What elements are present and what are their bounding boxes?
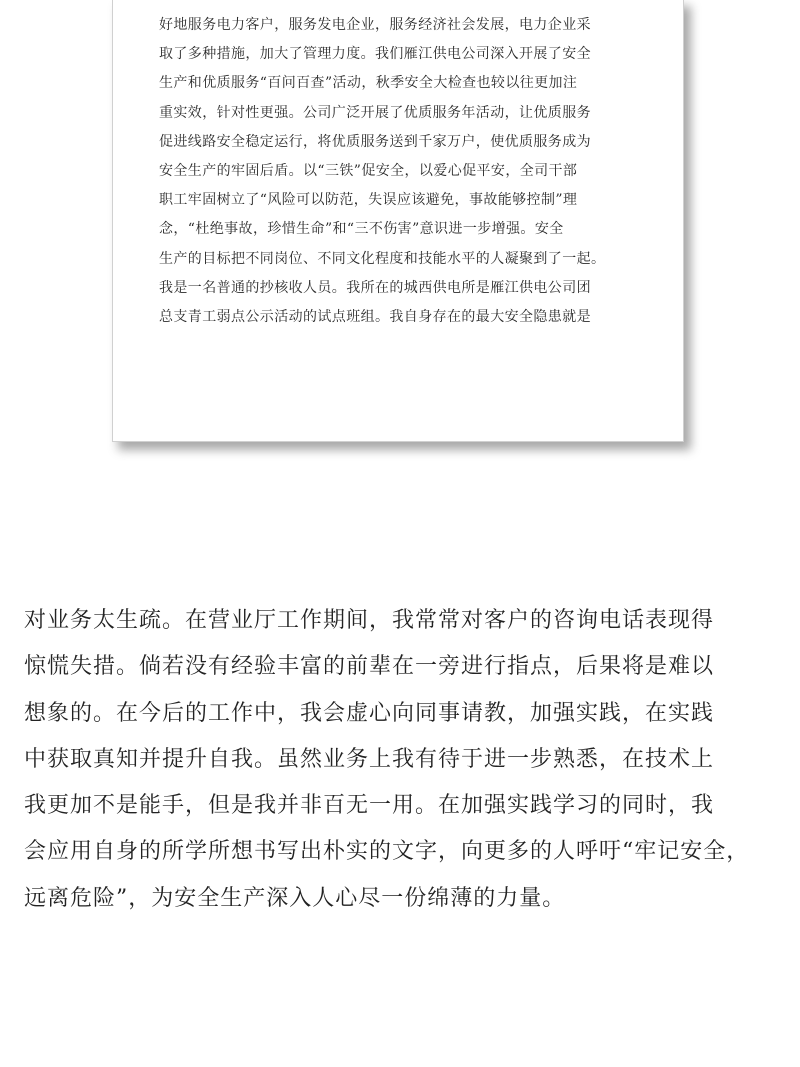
paper-text-line: 好地服务电力客户，服务发电企业，服务经济社会发展，电力企业采 — [159, 17, 591, 33]
body-text-line: 想象的。在今后的工作中，我会虚心向同事请教，加强实践，在实践 — [24, 700, 715, 726]
body-text-line: 惊慌失措。倘若没有经验丰富的前辈在一旁进行指点，后果将是难以 — [24, 654, 715, 680]
paper-text-line: 我是一名普通的抄核收人员。我所在的城西供电所是雁江供电公司团 — [159, 279, 591, 296]
paper-text-line: 念，“杜绝事故，珍惜生命”和“三不伤害”意识进一步增强。安全 — [159, 221, 564, 238]
body-text-block — [24, 598, 800, 922]
document-page-preview — [112, 0, 684, 442]
paper-text-block — [159, 11, 659, 332]
body-text-line: 中获取真知并提升自我。虽然业务上我有待于进一步熟悉，在技术上 — [24, 746, 715, 772]
paper-text-line: 生产的目标把不同岗位、不同文化程度和技能水平的人凝聚到了一起。 — [159, 250, 606, 267]
body-text-line: 会应用自身的所学所想书写出朴实的文字，向更多的人呼吁“牢记安全， — [24, 839, 750, 865]
paper-text-line: 重实效，针对性更强。公司广泛开展了优质服务年活动，让优质服务 — [159, 104, 591, 121]
paper-text-line: 安全生产的牢固后盾。以“三铁”促安全，以爱心促平安，全司干部 — [159, 162, 578, 179]
body-text-line: 远离危险”，为安全生产深入人心尽一份绵薄的力量。 — [24, 885, 566, 911]
paper-text-line: 取了多种措施，加大了管理力度。我们雁江供电公司深入开展了安全 — [159, 46, 591, 63]
paper-text-line: 职工牢固树立了“风险可以防范，失误应该避免，事故能够控制”理 — [159, 192, 578, 209]
body-text-line: 我更加不是能手，但是我并非百无一用。在加强实践学习的同时，我 — [24, 793, 715, 819]
body-text-line: 对业务太生疏。在营业厅工作期间，我常常对客户的咨询电话表现得 — [24, 608, 715, 633]
paper-text-line: 生产和优质服务“百问百查”活动，秋季安全大检查也较以往更加注 — [159, 75, 578, 92]
paper-text-line: 促进线路安全稳定运行，将优质服务送到千家万户，使优质服务成为 — [159, 133, 591, 150]
paper-text-line: 总支青工弱点公示活动的试点班组。我自身存在的最大安全隐患就是 — [159, 308, 591, 325]
